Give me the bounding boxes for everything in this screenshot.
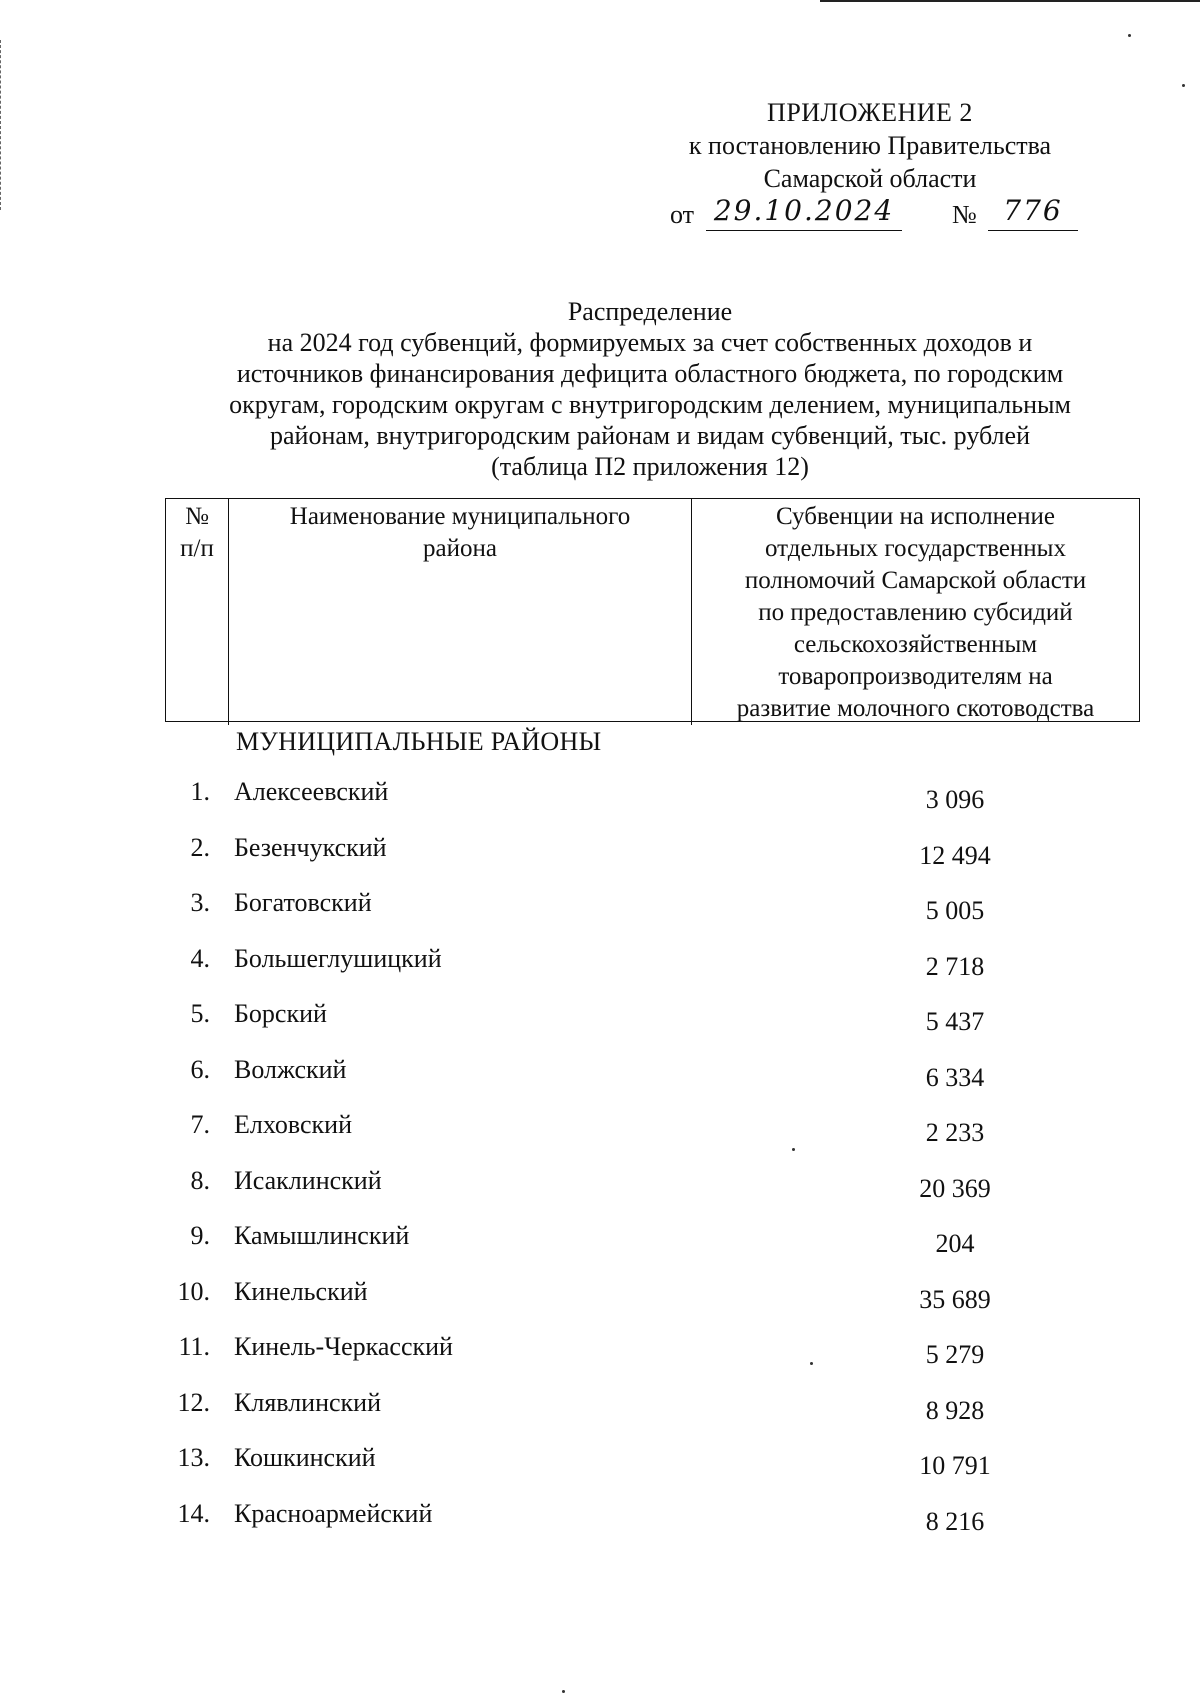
header-subvention-line-7: развитие молочного скотоводства [736, 695, 1095, 722]
header-name-line-2: района [423, 535, 497, 562]
header-subvention-line-6: товаропроизводителям на [778, 663, 1053, 690]
scan-speck [562, 1690, 565, 1693]
row-district-name: Борский [234, 999, 327, 1028]
row-number: 10. [177, 1276, 210, 1306]
row-value: 3 096 [925, 785, 985, 814]
row-district-name: Елховский [234, 1110, 352, 1139]
header-name-line-1: Наименование муниципального [289, 503, 631, 530]
table-row [150, 1053, 1150, 1109]
header-subvention-line-1: Субвенции на исполнение [775, 503, 1056, 530]
row-number: 13. [177, 1443, 210, 1472]
appendix-line-3: Самарской области [763, 164, 977, 193]
table-row [150, 997, 1150, 1053]
row-value: 8 216 [925, 1506, 985, 1536]
header-number-line-2: п/п [180, 535, 214, 562]
row-number: 9. [190, 1221, 210, 1250]
row-number: 2. [190, 832, 210, 862]
row-district-name: Красноармейский [234, 1498, 433, 1528]
row-district-name: Безенчукский [234, 832, 387, 862]
document-heading [170, 296, 1130, 482]
header-subvention-line-3: полномочий Самарской области [744, 567, 1087, 594]
row-number: 7. [190, 1110, 210, 1139]
row-number: 12. [177, 1387, 210, 1417]
heading-line-4: округам, городским округам с внутригородским делением, муниципальным [229, 390, 1071, 419]
row-number: 5. [190, 999, 210, 1028]
table-row [150, 886, 1150, 942]
header-number-line-1: № [185, 503, 209, 530]
table-row [150, 1386, 1150, 1442]
table-header [165, 498, 1140, 722]
row-number: 11. [178, 1332, 210, 1361]
header-subvention-line-2: отдельных государственных [765, 535, 1066, 562]
table-row [150, 1108, 1150, 1164]
date-label: от [670, 200, 695, 229]
table-row [150, 942, 1150, 998]
row-district-name: Кинель-Черкасский [234, 1332, 453, 1361]
scan-speck [1182, 84, 1185, 87]
table-row [150, 775, 1150, 831]
table-row [150, 1441, 1150, 1497]
handwritten-number: 776 [988, 196, 1078, 231]
header-subvention-line-4: по предоставлению субсидий [758, 599, 1073, 626]
header-cell-number [166, 499, 228, 725]
row-value: 5 279 [925, 1340, 985, 1369]
heading-line-1: Распределение [567, 297, 733, 326]
number-label: № [952, 200, 977, 229]
heading-line-3: источников финансирования дефицита областного бюджета, по городским [236, 359, 1064, 388]
row-value: 5 005 [925, 896, 985, 925]
row-value: 35 689 [919, 1284, 991, 1314]
row-value: 2 718 [925, 951, 985, 981]
row-value: 10 791 [919, 1451, 991, 1480]
row-district-name: Алексеевский [234, 777, 389, 806]
row-value: 6 334 [925, 1062, 985, 1092]
row-district-name: Большеглушицкий [234, 943, 442, 973]
row-district-name: Кинельский [234, 1276, 368, 1306]
heading-line-5: районам, внутригородским районам и видам субвенций, тыс. рублей [270, 421, 1030, 450]
row-district-name: Камышлинский [234, 1221, 410, 1250]
table-row [150, 1219, 1150, 1275]
appendix-line-2: к постановлению Правительства [688, 131, 1052, 160]
row-value: 12 494 [919, 840, 991, 870]
row-number: 4. [190, 943, 210, 973]
scan-speck [1128, 34, 1131, 37]
header-cell-name [228, 499, 691, 725]
table-row [150, 1497, 1150, 1553]
scan-edge-mark [820, 0, 1200, 2]
table-row [150, 1275, 1150, 1331]
appendix-title: ПРИЛОЖЕНИЕ 2 [767, 98, 973, 127]
row-district-name: Кошкинский [234, 1443, 376, 1472]
row-value: 8 928 [925, 1395, 985, 1425]
heading-line-2: на 2024 год субвенций, формируемых за счет собственных доходов и [267, 328, 1033, 357]
row-district-name: Волжский [234, 1054, 347, 1084]
row-district-name: Богатовский [234, 888, 372, 917]
row-number: 8. [190, 1165, 210, 1195]
row-value: 20 369 [919, 1173, 991, 1203]
scan-edge-mark-left [0, 40, 2, 210]
table-row [150, 1330, 1150, 1386]
header-cell-subvention [691, 499, 1139, 725]
row-value: 2 233 [925, 1118, 985, 1147]
table-body [150, 775, 1150, 1552]
resolution-date-number [670, 196, 1090, 232]
row-number: 3. [190, 888, 210, 917]
row-value: 5 437 [925, 1007, 985, 1036]
row-number: 6. [190, 1054, 210, 1084]
row-district-name: Клявлинский [234, 1387, 382, 1417]
appendix-block [660, 96, 1080, 195]
table-row [150, 831, 1150, 887]
row-number: 14. [177, 1498, 210, 1528]
row-value: 204 [935, 1229, 975, 1258]
header-subvention-line-5: сельскохозяйственным [793, 631, 1038, 658]
heading-line-6: (таблица П2 приложения 12) [491, 452, 809, 481]
row-district-name: Исаклинский [234, 1165, 382, 1195]
table-row [150, 1164, 1150, 1220]
row-number: 1. [190, 777, 210, 806]
section-title: МУНИЦИПАЛЬНЫЕ РАЙОНЫ [236, 727, 602, 756]
handwritten-date: 29.10.2024 [706, 196, 902, 231]
